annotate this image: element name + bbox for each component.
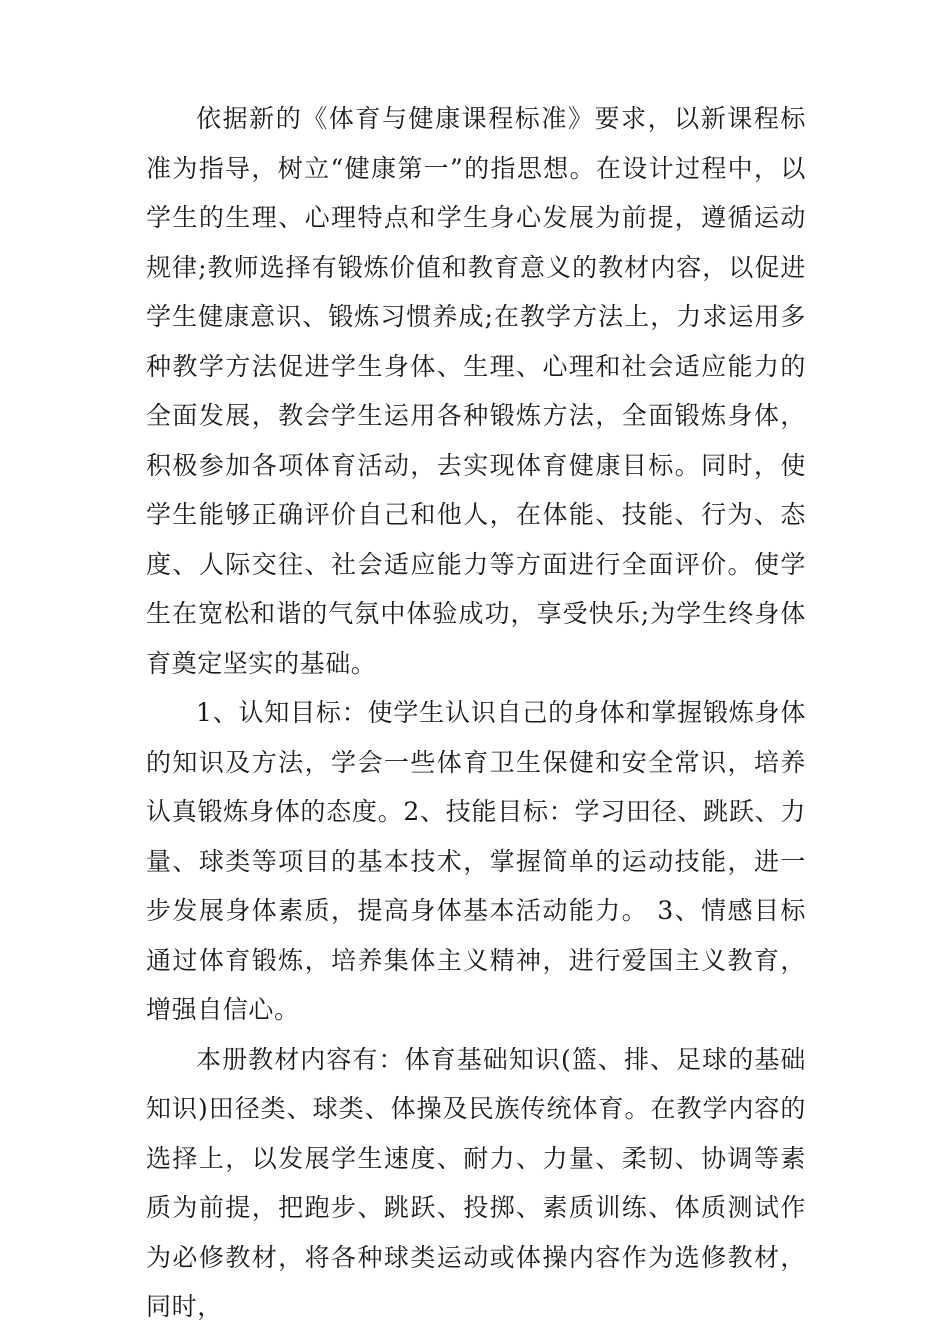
paragraph-teaching-goals: 1、认知目标：使学生认识自己的身体和掌握锻炼身体的知识及方法，学会一些体育卫生保健和安全常识，培养认真锻炼身体的态度。2、技能目标：学习田径、跳跃、力量、球类等项目的基本技术，掌握简单的运动技能，进一步发展身体素质，提高身体基本活动能力。 3、情感目标通过体育锻炼，培养集体主义精神，进行爱国主义教育，增强自信心。 — [146, 698, 806, 1024]
document-page — [146, 94, 806, 1332]
paragraph-textbook-content: 本册教材内容有：体育基础知识(篮、排、足球的基础知识)田径类、球类、体操及民族传统体育。在教学内容的选择上，以发展学生速度、耐力、力量、柔韧、协调等素质为前提，把跑步、跳跃、投掷、素质训练、体质测试作为必修教材，将各种球类运动或体操内容作为选修教材，同时， — [146, 1044, 806, 1321]
paragraph-guiding-principles: 依据新的《体育与健康课程标准》要求，以新课程标准为指导，树立“健康第一”的指思想。在设计过程中，以学生的生理、心理特点和学生身心发展为前提，遵循运动规律;教师选择有锻炼价值和教育意义的教材内容，以促进学生健康意识、锻炼习惯养成;在教学方法上，力求运用多种教学方法促进学生身体、生理、心理和社会适应能力的全面发展，教会学生运用各种锻炼方法，全面锻炼身体，积极参加各项体育活动，去实现体育健康目标。同时，使学生能够正确评价自己和他人，在体能、技能、行为、态度、人际交往、社会适应能力等方面进行全面评价。使学生在宽松和谐的气氛中体验成功，享受快乐;为学生终身体育奠定坚实的基础。 — [146, 104, 806, 678]
